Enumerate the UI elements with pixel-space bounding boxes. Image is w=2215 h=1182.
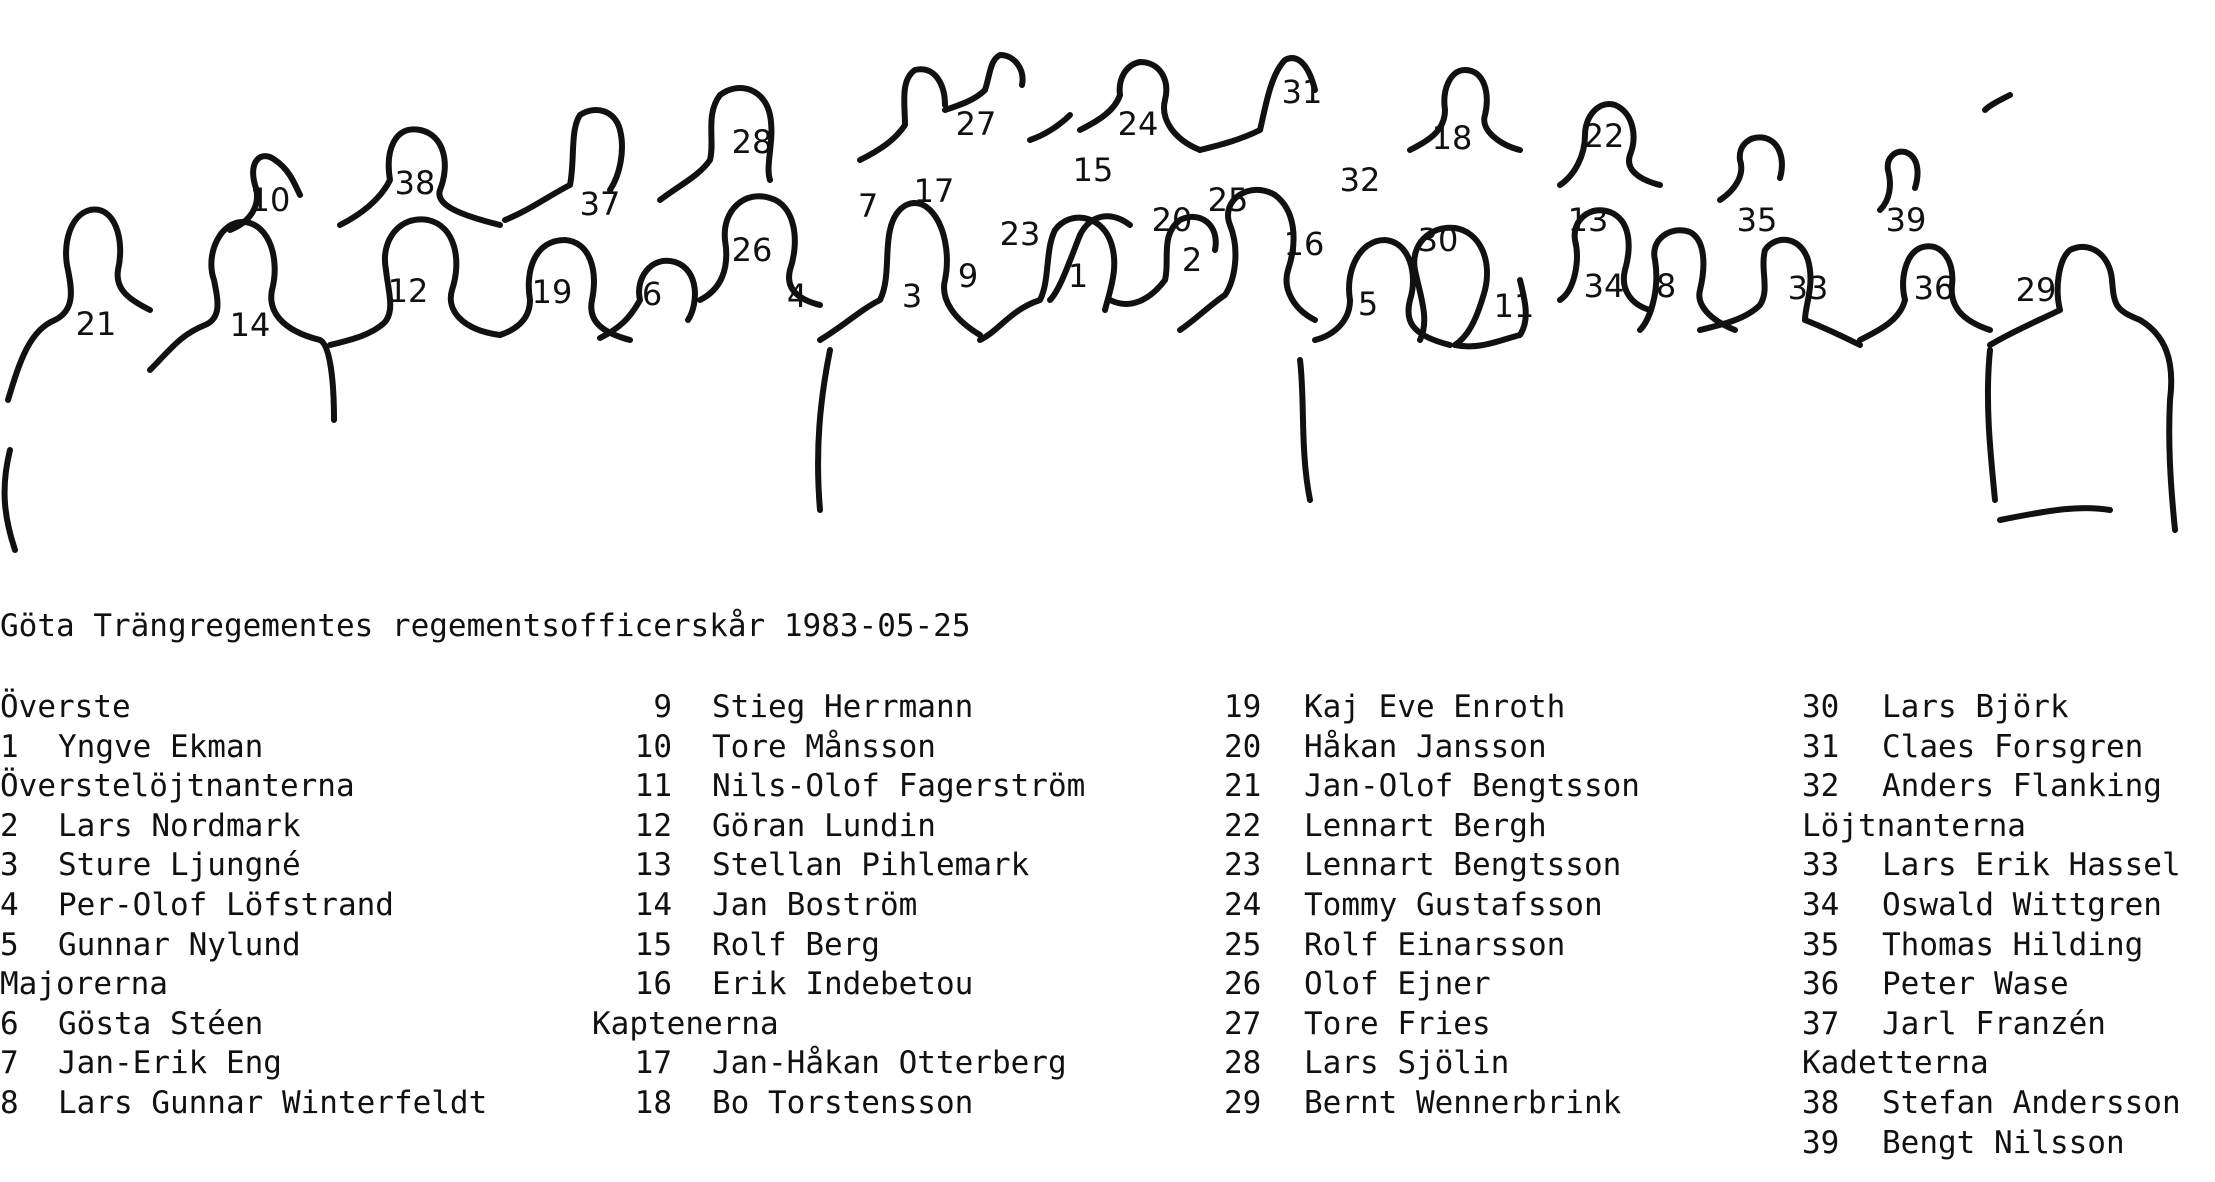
officer-entry [1224,926,1640,966]
silhouette-number-13: 13 [1567,201,1609,239]
officer-name: Nils-Olof Fagerström [712,768,1086,805]
silhouette-number-10: 10 [249,181,291,219]
officer-entry [592,1044,1085,1084]
officer-name: Stefan Andersson [1882,1084,2181,1121]
officer-entry [1802,1084,2181,1124]
officer-entry [1802,1124,2181,1164]
officer-name: Gunnar Nylund [58,926,301,963]
officer-name: Thomas Hilding [1882,926,2144,963]
officer-entry [592,728,1085,768]
silhouette-number-20: 20 [1151,201,1193,239]
silhouette-number-16: 16 [1283,225,1325,263]
silhouette-number-39: 39 [1885,201,1927,239]
officer-name: Tore Månsson [712,728,936,765]
officer-name: Göran Lundin [712,807,936,844]
silhouette-outlines [5,55,2175,550]
officer-name: Lennart Bergh [1304,807,1547,844]
group-silhouette-key [0,0,2215,570]
officer-number: 5 [0,926,19,963]
officer-entry [1802,886,2181,926]
rank-heading-text: Kadetterna [1802,1045,1989,1082]
officer-entry [1224,728,1640,768]
officer-name: Yngve Ekman [58,728,264,765]
officer-name: Lars Björk [1882,689,2069,725]
silhouette-number-19: 19 [531,273,573,311]
officer-number: 26 [1224,966,1262,1003]
officer-number: 38 [1802,1084,1840,1121]
officer-number: 19 [1224,689,1262,725]
officer-number: 8 [0,1084,19,1121]
officer-number: 11 [634,768,672,805]
rank-heading-text: Överstelöjtnanterna [0,768,355,805]
officer-name: Bernt Wennerbrink [1304,1084,1622,1121]
officer-number: 12 [634,807,672,844]
officer-name: Erik Indebetou [712,966,974,1003]
officer-name: Rolf Einarsson [1304,926,1566,963]
silhouette-number-30: 30 [1417,221,1459,259]
officer-entry [1224,1044,1640,1084]
officer-number: 31 [1802,728,1840,765]
silhouette-number-38: 38 [394,164,436,202]
officer-number: 17 [634,1045,672,1082]
officer-number: 36 [1802,966,1840,1003]
officer-number: 25 [1224,926,1262,963]
officer-entry [1224,807,1640,847]
officer-number: 15 [634,926,672,963]
officer-name: Jarl Franzén [1882,1005,2106,1042]
officer-entry [592,965,1085,1005]
officer-name: Jan-Håkan Otterberg [712,1045,1067,1082]
officer-name: Tommy Gustafsson [1304,886,1603,923]
officer-name: Kaj Eve Enroth [1304,689,1566,725]
officer-number: 2 [0,807,19,844]
officer-entry [592,807,1085,847]
officer-number: 3 [0,847,19,884]
officer-name: Bo Torstensson [712,1084,974,1121]
officer-entry [1224,886,1640,926]
officer-number: 29 [1224,1084,1262,1121]
officer-number: 30 [1802,689,1840,725]
rank-heading-text: Majorerna [0,966,168,1003]
silhouette-number-32: 32 [1339,161,1381,199]
officer-name: Tore Fries [1304,1005,1491,1042]
officer-number: 16 [634,966,672,1003]
silhouette-number-12: 12 [387,272,429,310]
officer-number: 32 [1802,768,1840,805]
officer-name: Lars Nordmark [58,807,301,844]
silhouette-number-8: 8 [1655,267,1677,305]
rank-heading [0,965,487,1005]
silhouette-number-26: 26 [731,231,773,269]
silhouette-number-31: 31 [1281,73,1323,111]
officer-number: 6 [0,1005,19,1042]
officer-name: Jan Boström [712,886,918,923]
officer-entry [1224,846,1640,886]
rank-heading [592,1005,1085,1045]
officer-entry [592,1084,1085,1124]
officer-number: 21 [1224,768,1262,805]
officer-name: Lars Gunnar Winterfeldt [58,1084,488,1121]
officer-entry [592,846,1085,886]
officer-entry [592,926,1085,966]
silhouette-number-29: 29 [2015,271,2057,309]
officer-name: Lars Sjölin [1304,1045,1510,1082]
silhouette-number-22: 22 [1583,117,1625,155]
officer-name: Sture Ljungné [58,847,301,884]
name-column-4 [1802,688,2181,1163]
officer-number: 9 [653,689,672,725]
officer-number: 28 [1224,1045,1262,1082]
silhouette-number-9: 9 [957,257,979,295]
officer-entry [1224,1084,1640,1124]
officer-entry [1802,1005,2181,1045]
officer-name: Bengt Nilsson [1882,1124,2125,1161]
officer-entry [0,1044,487,1084]
officer-entry [1802,965,2181,1005]
rank-heading [0,767,487,807]
officer-entry [1802,846,2181,886]
officer-name: Stellan Pihlemark [712,847,1030,884]
officer-name: Gösta Stéen [58,1005,264,1042]
officer-name: Stieg Herrmann [712,689,974,725]
silhouette-number-28: 28 [731,123,773,161]
silhouette-number-2: 2 [1181,241,1203,279]
silhouette-number-14: 14 [229,306,271,344]
officer-name: Per-Olof Löfstrand [58,886,394,923]
officer-entry [592,886,1085,926]
rank-heading [1802,807,2181,847]
silhouette-number-15: 15 [1072,151,1114,189]
silhouette-number-6: 6 [641,275,663,313]
officer-entry [1224,965,1640,1005]
silhouette-number-4: 4 [786,277,808,315]
officer-entry [592,688,1085,728]
officer-number: 27 [1224,1005,1262,1042]
officer-number: 4 [0,886,19,923]
silhouette-number-21: 21 [75,305,117,343]
officer-number: 34 [1802,886,1840,923]
officer-number: 10 [634,728,672,765]
silhouette-number-36: 36 [1913,269,1955,307]
officer-entry [0,807,487,847]
name-column-1 [0,688,487,1124]
officer-entry [0,926,487,966]
name-column-3 [1224,688,1640,1124]
officer-name: Jan-Olof Bengtsson [1304,768,1640,805]
officer-name: Håkan Jansson [1304,728,1547,765]
rank-heading-text: Löjtnanterna [1802,807,2026,844]
officer-number: 7 [0,1045,19,1082]
officer-entry [1224,688,1640,728]
silhouette-number-37: 37 [579,185,621,223]
officer-number: 39 [1802,1124,1840,1161]
silhouette-number-24: 24 [1117,105,1159,143]
officer-number: 20 [1224,728,1262,765]
officer-number: 14 [634,886,672,923]
officer-name: Lars Erik Hassel [1882,847,2181,884]
rank-heading [0,688,487,728]
officer-entry [0,846,487,886]
officer-entry [1802,688,2181,728]
rank-heading-text: Överste [0,689,131,725]
silhouette-number-18: 18 [1431,119,1473,157]
officer-entry [592,767,1085,807]
officer-name: Jan-Erik Eng [58,1045,282,1082]
officer-name: Peter Wase [1882,966,2069,1003]
silhouette-number-7: 7 [857,187,879,225]
officer-name: Lennart Bengtsson [1304,847,1622,884]
officer-number: 23 [1224,847,1262,884]
officer-name: Anders Flanking [1882,768,2162,805]
officer-entry [1224,767,1640,807]
officer-name: Rolf Berg [712,926,880,963]
officer-entry [0,728,487,768]
officer-entry [1802,767,2181,807]
officer-number: 33 [1802,847,1840,884]
silhouette-number-23: 23 [999,215,1041,253]
officer-entry [1224,1005,1640,1045]
silhouette-number-34: 34 [1583,267,1625,305]
officer-entry [0,886,487,926]
officer-number: 35 [1802,926,1840,963]
rank-heading [1802,1044,2181,1084]
officer-number: 24 [1224,886,1262,923]
officer-number: 22 [1224,807,1262,844]
silhouette-number-35: 35 [1736,201,1778,239]
silhouette-number-25: 25 [1207,181,1249,219]
officer-name: Olof Ejner [1304,966,1491,1003]
photo-caption: Göta Trängregementes regementsofficerskår 1983-05-25 [0,608,971,644]
silhouette-number-33: 33 [1787,269,1829,307]
officer-entry [0,1005,487,1045]
officer-name: Oswald Wittgren [1882,886,2162,923]
officer-number: 18 [634,1084,672,1121]
silhouette-number-5: 5 [1357,285,1379,323]
officer-entry [1802,728,2181,768]
silhouette-number-11: 11 [1493,287,1535,325]
officer-number: 13 [634,847,672,884]
silhouette-number-17: 17 [913,172,955,210]
silhouette-number-1: 1 [1067,257,1089,295]
silhouette-number-3: 3 [901,277,923,315]
silhouette-number-27: 27 [955,105,997,143]
officer-entry [1802,926,2181,966]
officer-number: 1 [0,728,19,765]
officer-name: Claes Forsgren [1882,728,2144,765]
officer-number: 37 [1802,1005,1840,1042]
rank-heading-text: Kaptenerna [592,1005,779,1042]
name-column-2 [592,688,1085,1124]
officer-entry [0,1084,487,1124]
